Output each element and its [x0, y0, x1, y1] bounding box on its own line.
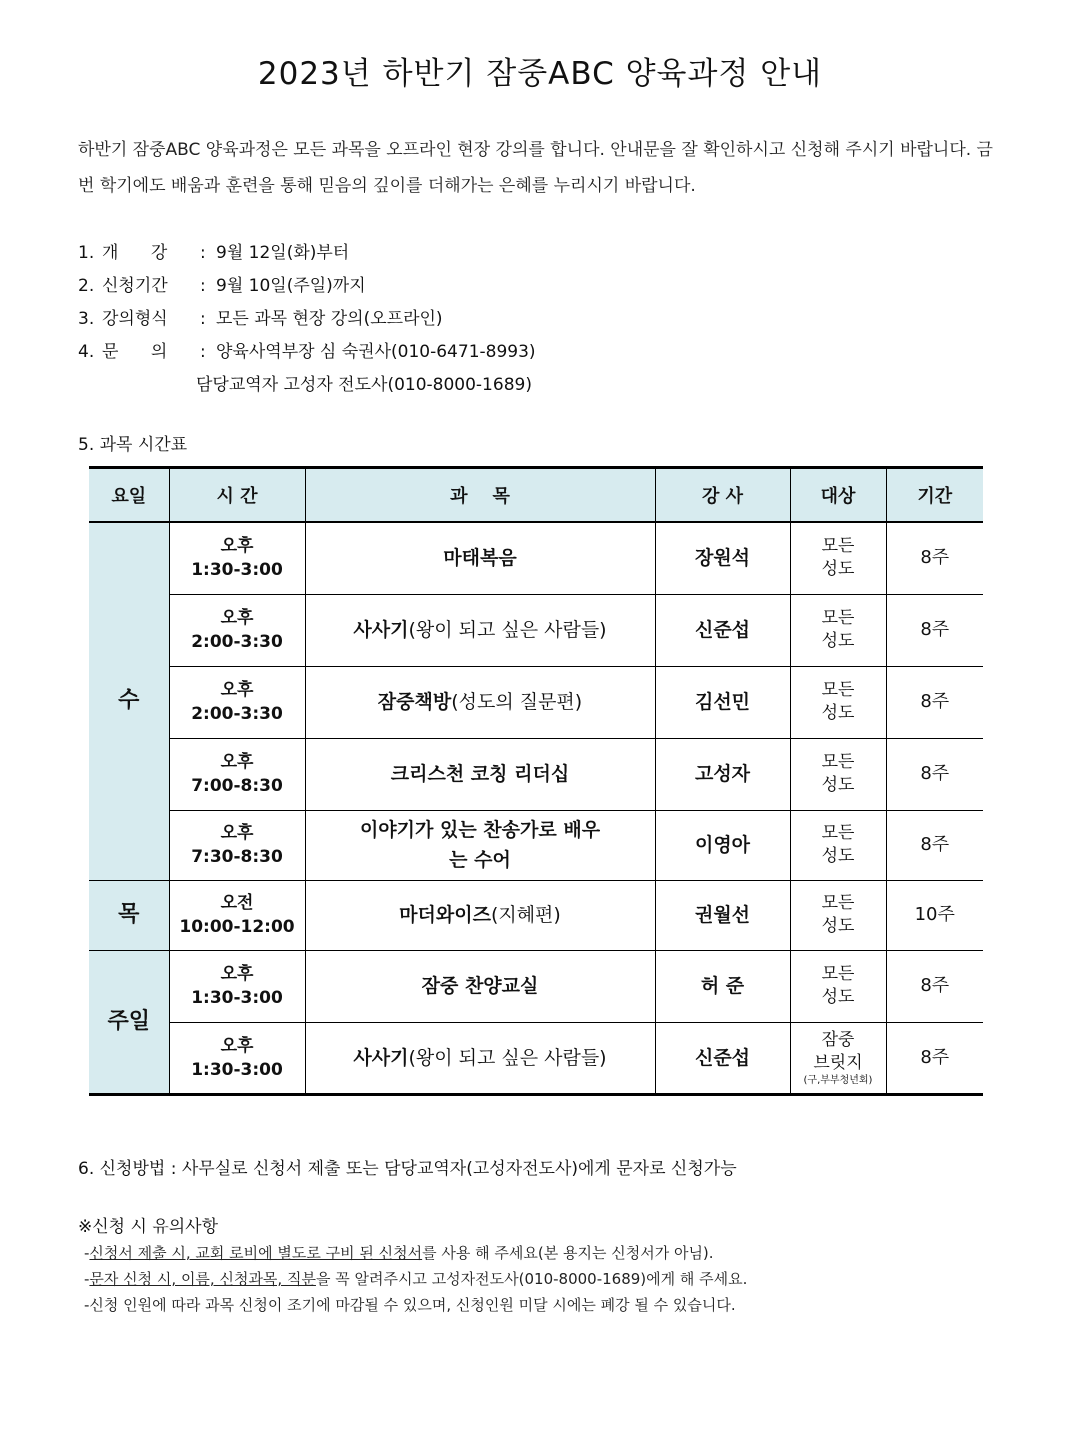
course-title: 이야기가 있는 찬송가로 배우는 수어: [359, 819, 601, 871]
info-separator: :: [200, 309, 206, 329]
time-cell: [169, 666, 305, 738]
note-item-2: [84, 1268, 747, 1289]
table-row: [89, 522, 983, 594]
teacher-cell: 허 준: [655, 950, 790, 1022]
course-title: 사사기: [353, 1046, 409, 1069]
target-cell: [790, 522, 886, 594]
time-ampm: 오후: [220, 752, 254, 772]
time-range: 1:30-3:00: [191, 988, 283, 1008]
info-format: [78, 304, 443, 329]
course-cell: [305, 810, 655, 880]
teacher-cell: 김선민: [655, 666, 790, 738]
course-cell: [305, 1022, 655, 1094]
time-range: 1:30-3:00: [191, 560, 283, 581]
teacher-cell: 고성자: [655, 738, 790, 810]
period-cell: 8주: [886, 950, 983, 1022]
target-cell: [790, 810, 886, 880]
table-row: [89, 1022, 983, 1094]
time-range: 1:30-3:00: [191, 1059, 283, 1080]
course-subtitle: (지혜편): [490, 904, 561, 926]
time-ampm: 오후: [220, 823, 254, 843]
period-cell: 10주: [886, 880, 983, 950]
note-dash: -: [84, 1244, 90, 1262]
note-text: 를 사용 해 주세요(본 용지는 신청서가 아님).: [422, 1244, 714, 1262]
info-label: 신청기간: [102, 276, 168, 296]
info-label: 문 의: [102, 342, 168, 362]
day-cell-wednesday: 수: [89, 522, 169, 880]
period-cell: 8주: [886, 666, 983, 738]
note-text: 을 꼭 알려주시고 고성자전도사(010-8000-1689)에게 해 주세요.: [315, 1270, 748, 1288]
period-cell: 8주: [886, 738, 983, 810]
course-subtitle: (왕이 되고 싶은 사람들): [408, 1046, 607, 1069]
time-ampm: 오전: [220, 893, 254, 913]
period-cell: 8주: [886, 810, 983, 880]
course-subtitle: (왕이 되고 싶은 사람들): [408, 619, 607, 641]
info-label: 강의형식: [102, 309, 168, 329]
target-cell: [790, 738, 886, 810]
table-row: [89, 594, 983, 666]
info-value: 모든 과목 현장 강의(오프라인): [216, 309, 443, 329]
header-day: 요일: [89, 468, 169, 523]
course-cell: [305, 594, 655, 666]
target-text: 모든 성도: [821, 680, 855, 723]
time-range: 2:00-3:30: [191, 632, 283, 652]
day-cell-thursday: 목: [89, 880, 169, 950]
info-contact: [78, 337, 536, 362]
note-emphasis: 신청서 제출 시, 교회 로비에 별도로 구비 된 신청서: [89, 1244, 423, 1262]
header-target: 대상: [790, 468, 886, 523]
time-ampm: 오후: [220, 608, 254, 628]
header-teacher: 강 사: [655, 468, 790, 523]
info-label: 개 강: [102, 243, 168, 263]
time-range: 7:30-8:30: [191, 847, 283, 867]
teacher-cell: 권월선: [655, 880, 790, 950]
course-cell: [305, 666, 655, 738]
info-number: 4.: [78, 342, 95, 362]
course-subtitle: (성도의 질문편): [451, 691, 583, 713]
info-value: 양육사역부장 심 숙권사(010-6471-8993): [216, 342, 536, 362]
course-cell: [305, 522, 655, 594]
table-row: [89, 738, 983, 810]
period-cell: 8주: [886, 522, 983, 594]
table-header-row: [89, 468, 983, 523]
note-item-1: [84, 1242, 714, 1263]
table-row: [89, 810, 983, 880]
header-time: 시 간: [169, 468, 305, 523]
target-text: 모든 성도: [821, 823, 855, 866]
time-ampm: 오후: [220, 680, 254, 700]
target-cell: [790, 594, 886, 666]
time-ampm: 오후: [220, 1035, 254, 1056]
course-title: 크리스천 코칭 리더십: [390, 763, 570, 785]
info-contact-second: 담당교역자 고성자 전도사(010-8000-1689): [196, 375, 532, 395]
notes-heading: ※신청 시 유의사항: [78, 1217, 219, 1237]
timetable-heading: 5. 과목 시간표: [78, 435, 188, 455]
target-text: 모든 성도: [821, 608, 855, 651]
note-item-3: -신청 인원에 따라 과목 신청이 조기에 마감될 수 있으며, 신청인원 미달 시에는 폐강 될 수 있습니다.: [84, 1296, 736, 1314]
target-text: 모든 성도: [821, 964, 855, 1007]
teacher-cell: 장원석: [655, 522, 790, 594]
course-cell: [305, 738, 655, 810]
teacher-cell: 신준섭: [655, 1022, 790, 1094]
target-cell: [790, 666, 886, 738]
info-application-period: [78, 271, 366, 296]
time-range: 7:00-8:30: [191, 776, 283, 796]
note-dash: -: [84, 1270, 90, 1288]
table-row: [89, 880, 983, 950]
table-row: [89, 666, 983, 738]
time-cell: [169, 522, 305, 594]
target-text: 모든 성도: [821, 893, 855, 936]
teacher-cell: 이영아: [655, 810, 790, 880]
course-title: 마태복음: [443, 547, 517, 570]
page-title: 2023년 하반기 잠중ABC 양육과정 안내: [257, 56, 823, 92]
time-ampm: 오후: [220, 536, 254, 557]
period-cell: 8주: [886, 1022, 983, 1094]
course-title: 잠중 찬양교실: [421, 975, 539, 997]
teacher-cell: 신준섭: [655, 594, 790, 666]
table-row: [89, 950, 983, 1022]
time-cell: [169, 950, 305, 1022]
schedule-table: [89, 466, 983, 1096]
target-text: 모든 성도: [821, 752, 855, 795]
course-title: 마더와이즈: [399, 904, 491, 926]
target-cell: [790, 880, 886, 950]
time-ampm: 오후: [220, 964, 254, 984]
info-separator: :: [200, 243, 206, 263]
time-range: 10:00-12:00: [179, 917, 295, 937]
day-cell-sunday: 주일: [89, 950, 169, 1094]
target-subnote: (구,부부청년회): [803, 1074, 873, 1086]
info-value: 9월 10일(주일)까지: [216, 276, 366, 296]
info-separator: :: [200, 276, 206, 296]
target-cell: [790, 1022, 886, 1094]
course-cell: [305, 950, 655, 1022]
info-number: 3.: [78, 309, 95, 329]
header-course: 과 목: [305, 468, 655, 523]
time-cell: [169, 738, 305, 810]
application-method: 6. 신청방법 : 사무실로 신청서 제출 또는 담당교역자(고성자전도사)에게 문자로 신청가능: [78, 1159, 737, 1179]
header-period: 기간: [886, 468, 983, 523]
target-text: 모든 성도: [821, 536, 855, 580]
period-cell: 8주: [886, 594, 983, 666]
course-title: 사사기: [353, 619, 409, 641]
info-separator: :: [200, 342, 206, 362]
info-value: 9월 12일(화)부터: [216, 243, 350, 263]
target-cell: [790, 950, 886, 1022]
time-cell: [169, 594, 305, 666]
info-opening: [78, 238, 349, 263]
info-number: 1.: [78, 243, 95, 263]
target-text: 잠중 브릿지: [813, 1029, 863, 1073]
time-cell: [169, 810, 305, 880]
course-cell: [305, 880, 655, 950]
time-cell: [169, 880, 305, 950]
course-title: 잠중책방: [377, 691, 452, 713]
time-cell: [169, 1022, 305, 1094]
intro-paragraph: 하반기 잠중ABC 양육과정은 모든 과목을 오프라인 현장 강의를 합니다. 안내문을 잘 확인하시고 신청해 주시기 바랍니다. 금번 학기에도 배움과 훈련을 통해 믿음의 깊이를 더해가는 은혜를 누리시기 바랍니다.: [78, 140, 993, 196]
info-number: 2.: [78, 276, 95, 296]
note-emphasis: 문자 신청 시, 이름, 신청과목, 직분: [89, 1270, 316, 1288]
time-range: 2:00-3:30: [191, 704, 283, 724]
